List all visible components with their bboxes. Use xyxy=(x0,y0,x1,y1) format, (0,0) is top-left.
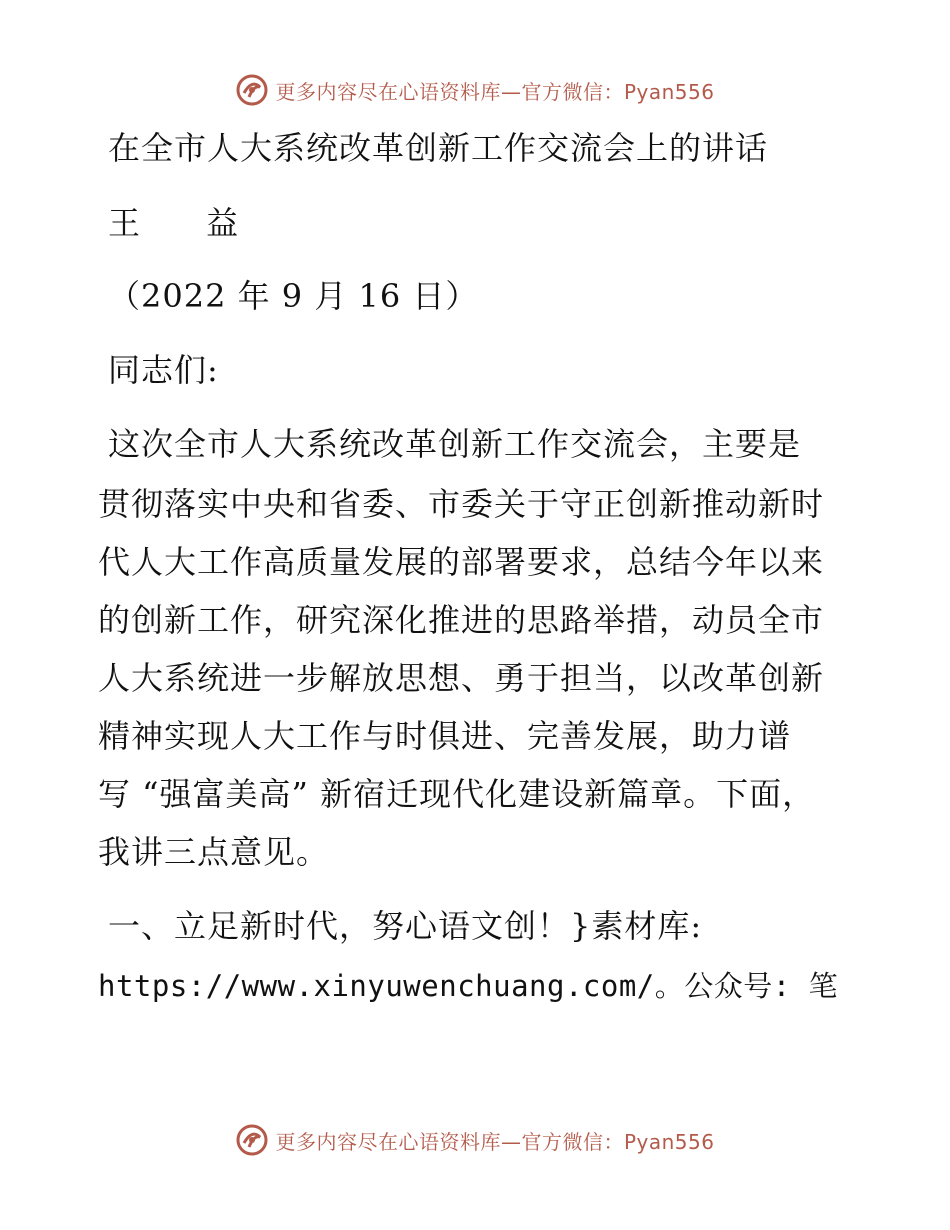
watermark-text: 更多内容尽在心语资料库—官方微信：Pyan556 xyxy=(275,1129,715,1154)
document-date: （2022 年 9 月 16 日） xyxy=(108,277,479,315)
paragraph-line: 人大系统进一步解放思想、勇于担当，以改革创新 xyxy=(98,659,825,697)
document-author: 王 益 xyxy=(108,204,267,242)
watermark-text: 更多内容尽在心语资料库—官方微信：Pyan556 xyxy=(275,79,715,104)
paragraph-line: 精神实现人大工作与时俱进、完善发展，助力谱 xyxy=(98,717,792,755)
paragraph-line: 贯彻落实中央和省委、市委关于守正创新推动新时 xyxy=(98,485,825,523)
document-greeting: 同志们: xyxy=(108,351,219,389)
paragraph-line: 的创新工作，研究深化推进的思路举措，动员全市 xyxy=(98,601,825,639)
paragraph-line: 这次全市人大系统改革创新工作交流会，主要是 xyxy=(108,425,802,463)
swirl-logo-icon xyxy=(235,1123,269,1157)
watermark-footer xyxy=(0,1120,950,1160)
section-url-line: https://www.xinyuwenchuang.com/。公众号: 笔 xyxy=(98,969,839,1003)
paragraph-line: 代人大工作高质量发展的部署要求，总结今年以来 xyxy=(98,543,825,581)
paragraph-line: 我讲三点意见。 xyxy=(98,833,330,871)
paragraph-line: 写 “强富美高” 新宿迁现代化建设新篇章。下面， xyxy=(98,775,816,813)
section-heading: 一、立足新时代，努心语文创！}素材库: xyxy=(108,907,703,945)
document-title: 在全市人大系统改革创新工作交流会上的讲话 xyxy=(108,129,769,167)
